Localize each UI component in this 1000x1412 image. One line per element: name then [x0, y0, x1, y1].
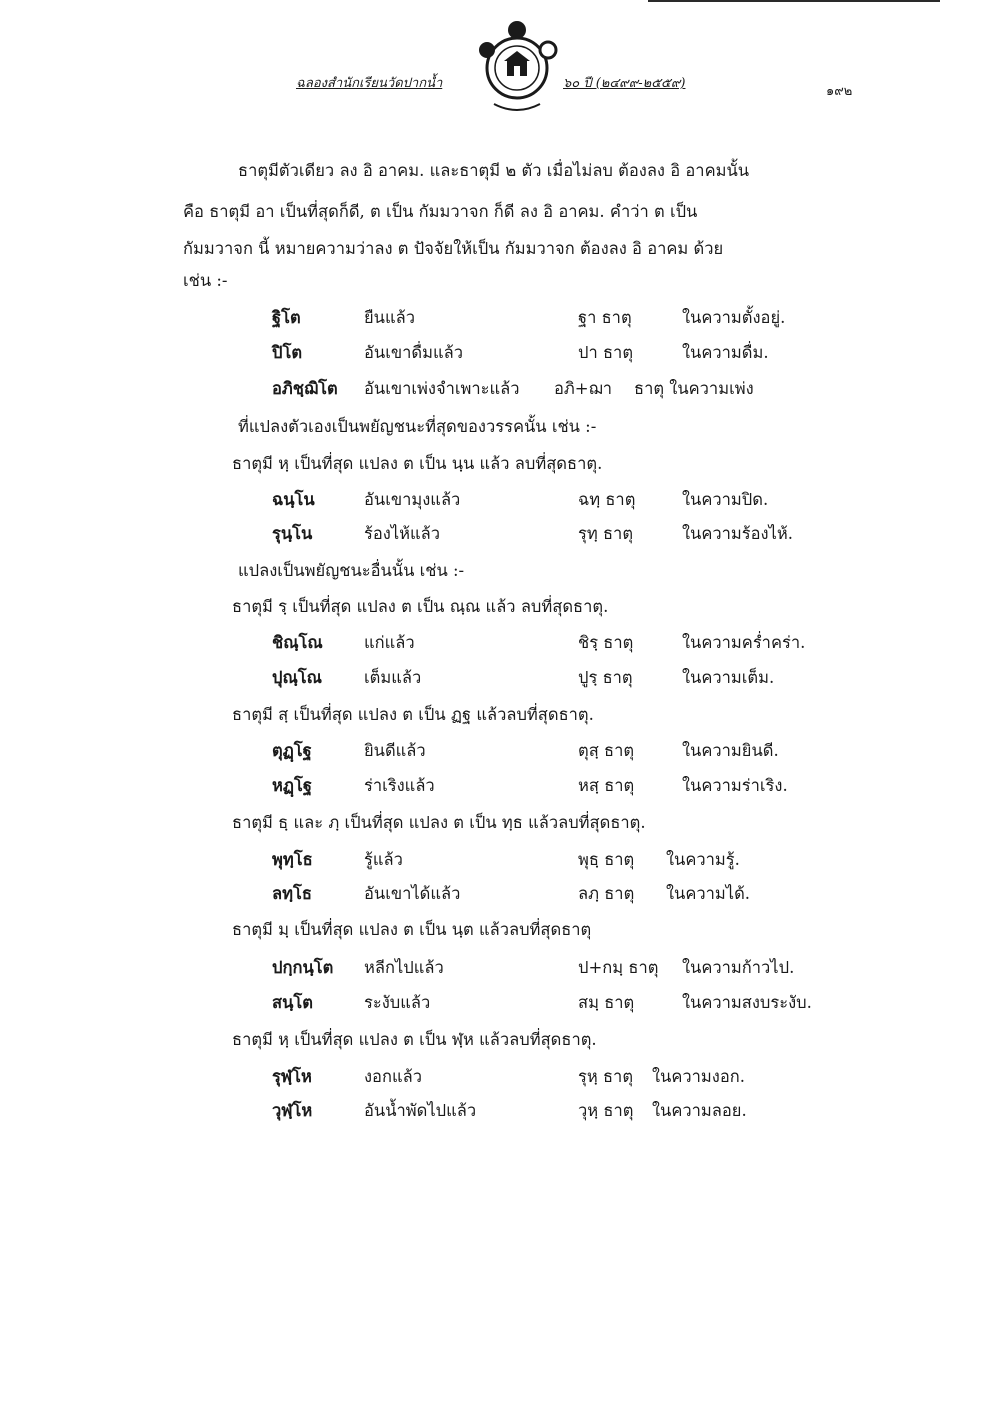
pali-word: ปกฺกนฺโต [272, 958, 334, 977]
pali-word: ลทฺโธ [272, 884, 312, 903]
meaning: รู้แล้ว [364, 850, 403, 869]
header-right-title: ๖๐ ปี (๒๔๙๙-๒๕๕๙) [563, 76, 686, 91]
sense: ในความก้าวไป. [682, 958, 795, 977]
meaning: อันเขาได้แล้ว [364, 884, 461, 903]
sense: ในความยินดี. [682, 741, 779, 760]
section-heading: แปลงเป็นพยัญชนะอื่นนั้น เช่น :- [238, 561, 465, 580]
root: รุหฺ ธาตุ [578, 1067, 634, 1086]
root: อภิ+ฌา [554, 379, 612, 398]
pali-word: รุนฺโน [272, 524, 313, 543]
sense: ในความร้องไห้. [682, 524, 794, 543]
pali-word: ตุฏฺโฐ [272, 741, 312, 760]
root: ฉทฺ ธาตุ [578, 490, 636, 509]
sense: ในความเต็ม. [682, 668, 775, 687]
header-left-title: ฉลองสำนักเรียนวัดปากน้ำ [296, 76, 443, 91]
pali-word: อภิชฺฌิโต [272, 379, 338, 398]
sense: ในความตั้งอยู่. [682, 308, 786, 327]
sense: ในความงอก. [652, 1067, 745, 1086]
root: รุทฺ ธาตุ [578, 524, 634, 543]
pali-word: ฉนฺโน [272, 490, 315, 509]
root: วุหฺ ธาตุ [578, 1101, 634, 1120]
rule-line: ธาตุมี มฺ เป็นที่สุด แปลง ต เป็น นฺต แล้วลบที่สุดธาตุ [232, 920, 592, 939]
sense: ในความลอย. [652, 1101, 747, 1120]
page-number: ๑๙๒ [826, 84, 853, 99]
root: หสฺ ธาตุ [578, 776, 635, 795]
intro-line-3: กัมมวาจก นี้ หมายความว่าลง ต ปัจจัยให้เป็น กัมมวาจก ต้องลง อิ อาคม ด้วย [183, 239, 724, 258]
root: ปา ธาตุ [578, 343, 634, 362]
sense: ในความคร่ำคร่า. [682, 633, 806, 652]
root: ชิรฺ ธาตุ [578, 633, 634, 652]
root: ปูรฺ ธาตุ [578, 668, 633, 687]
section-heading: ที่แปลงตัวเองเป็นพยัญชนะที่สุดของวรรคนั้น เช่น :- [238, 417, 597, 436]
pali-word: รุฬฺโห [272, 1067, 312, 1086]
sense: ในความได้. [666, 884, 751, 903]
meaning: หลีกไปแล้ว [364, 958, 444, 977]
sense: ในความร่าเริง. [682, 776, 788, 795]
pali-word: หฏฺโฐ [272, 776, 312, 795]
meaning: อันเขาดื่มแล้ว [364, 343, 463, 362]
root: ป+กมฺ ธาตุ [578, 958, 659, 977]
pali-word: สนฺโต [272, 993, 313, 1012]
pali-word: ฐิโต [272, 308, 301, 327]
meaning: ระงับแล้ว [364, 993, 431, 1012]
pali-word: วุฬฺโห [272, 1101, 313, 1120]
root: สมฺ ธาตุ [578, 993, 635, 1012]
sense: ในความดื่ม. [682, 343, 769, 362]
rule-line: ธาตุมี ธฺ และ ภฺ เป็นที่สุด แปลง ต เป็น ทฺธ แล้วลบที่สุดธาตุ. [232, 813, 646, 832]
meaning: อันน้ำพัดไปแล้ว [364, 1101, 477, 1120]
rule-line: ธาตุมี หฺ เป็นที่สุด แปลง ต เป็น นฺน แล้ว ลบที่สุดธาตุ. [232, 454, 603, 473]
pali-word: ปิโต [272, 343, 303, 362]
temple-seal-icon [476, 18, 558, 122]
rule-line: ธาตุมี หฺ เป็นที่สุด แปลง ต เป็น ฬฺห แล้วลบที่สุดธาตุ. [232, 1030, 597, 1049]
rule-line: ธาตุมี รฺ เป็นที่สุด แปลง ต เป็น ณฺณ แล้ว ลบที่สุดธาตุ. [232, 597, 609, 616]
meaning: เต็มแล้ว [364, 668, 422, 687]
root: ลภฺ ธาตุ [578, 884, 635, 903]
meaning: อันเขาเพ่งจำเพาะแล้ว [364, 379, 520, 398]
sense: ในความปิด. [682, 490, 769, 509]
root: พุธฺ ธาตุ [578, 850, 635, 869]
root: ตุสฺ ธาตุ [578, 741, 635, 760]
intro-line-1: ธาตุมีตัวเดียว ลง อิ อาคม. และธาตุมี ๒ ตัว เมื่อไม่ลบ ต้องลง อิ อาคมนั้น [238, 161, 750, 180]
intro-line-2: คือ ธาตุมี อา เป็นที่สุดก็ดี, ต เป็น กัมมวาจก ก็ดี ลง อิ อาคม. คำว่า ต เป็น [183, 202, 698, 221]
page-header [0, 0, 1000, 130]
meaning: ยินดีแล้ว [364, 741, 426, 760]
sense: ธาตุ ในความเพ่ง [634, 379, 754, 398]
root: ฐา ธาตุ [578, 308, 632, 327]
meaning: งอกแล้ว [364, 1067, 422, 1086]
meaning: ร้องไห้แล้ว [364, 524, 441, 543]
pali-word: ชิณฺโณ [272, 633, 323, 652]
intro-line-4: เช่น :- [183, 271, 228, 290]
pali-word: ปุณฺโณ [272, 668, 322, 687]
meaning: ร่าเริงแล้ว [364, 776, 435, 795]
meaning: แก่แล้ว [364, 633, 415, 652]
pali-word: พุทฺโธ [272, 850, 313, 869]
meaning: ยืนแล้ว [364, 308, 415, 327]
meaning: อันเขามุงแล้ว [364, 490, 461, 509]
rule-line: ธาตุมี สฺ เป็นที่สุด แปลง ต เป็น ฏฐ แล้วลบที่สุดธาตุ. [232, 705, 594, 724]
sense: ในความสงบระงับ. [682, 993, 812, 1012]
sense: ในความรู้. [666, 850, 740, 869]
